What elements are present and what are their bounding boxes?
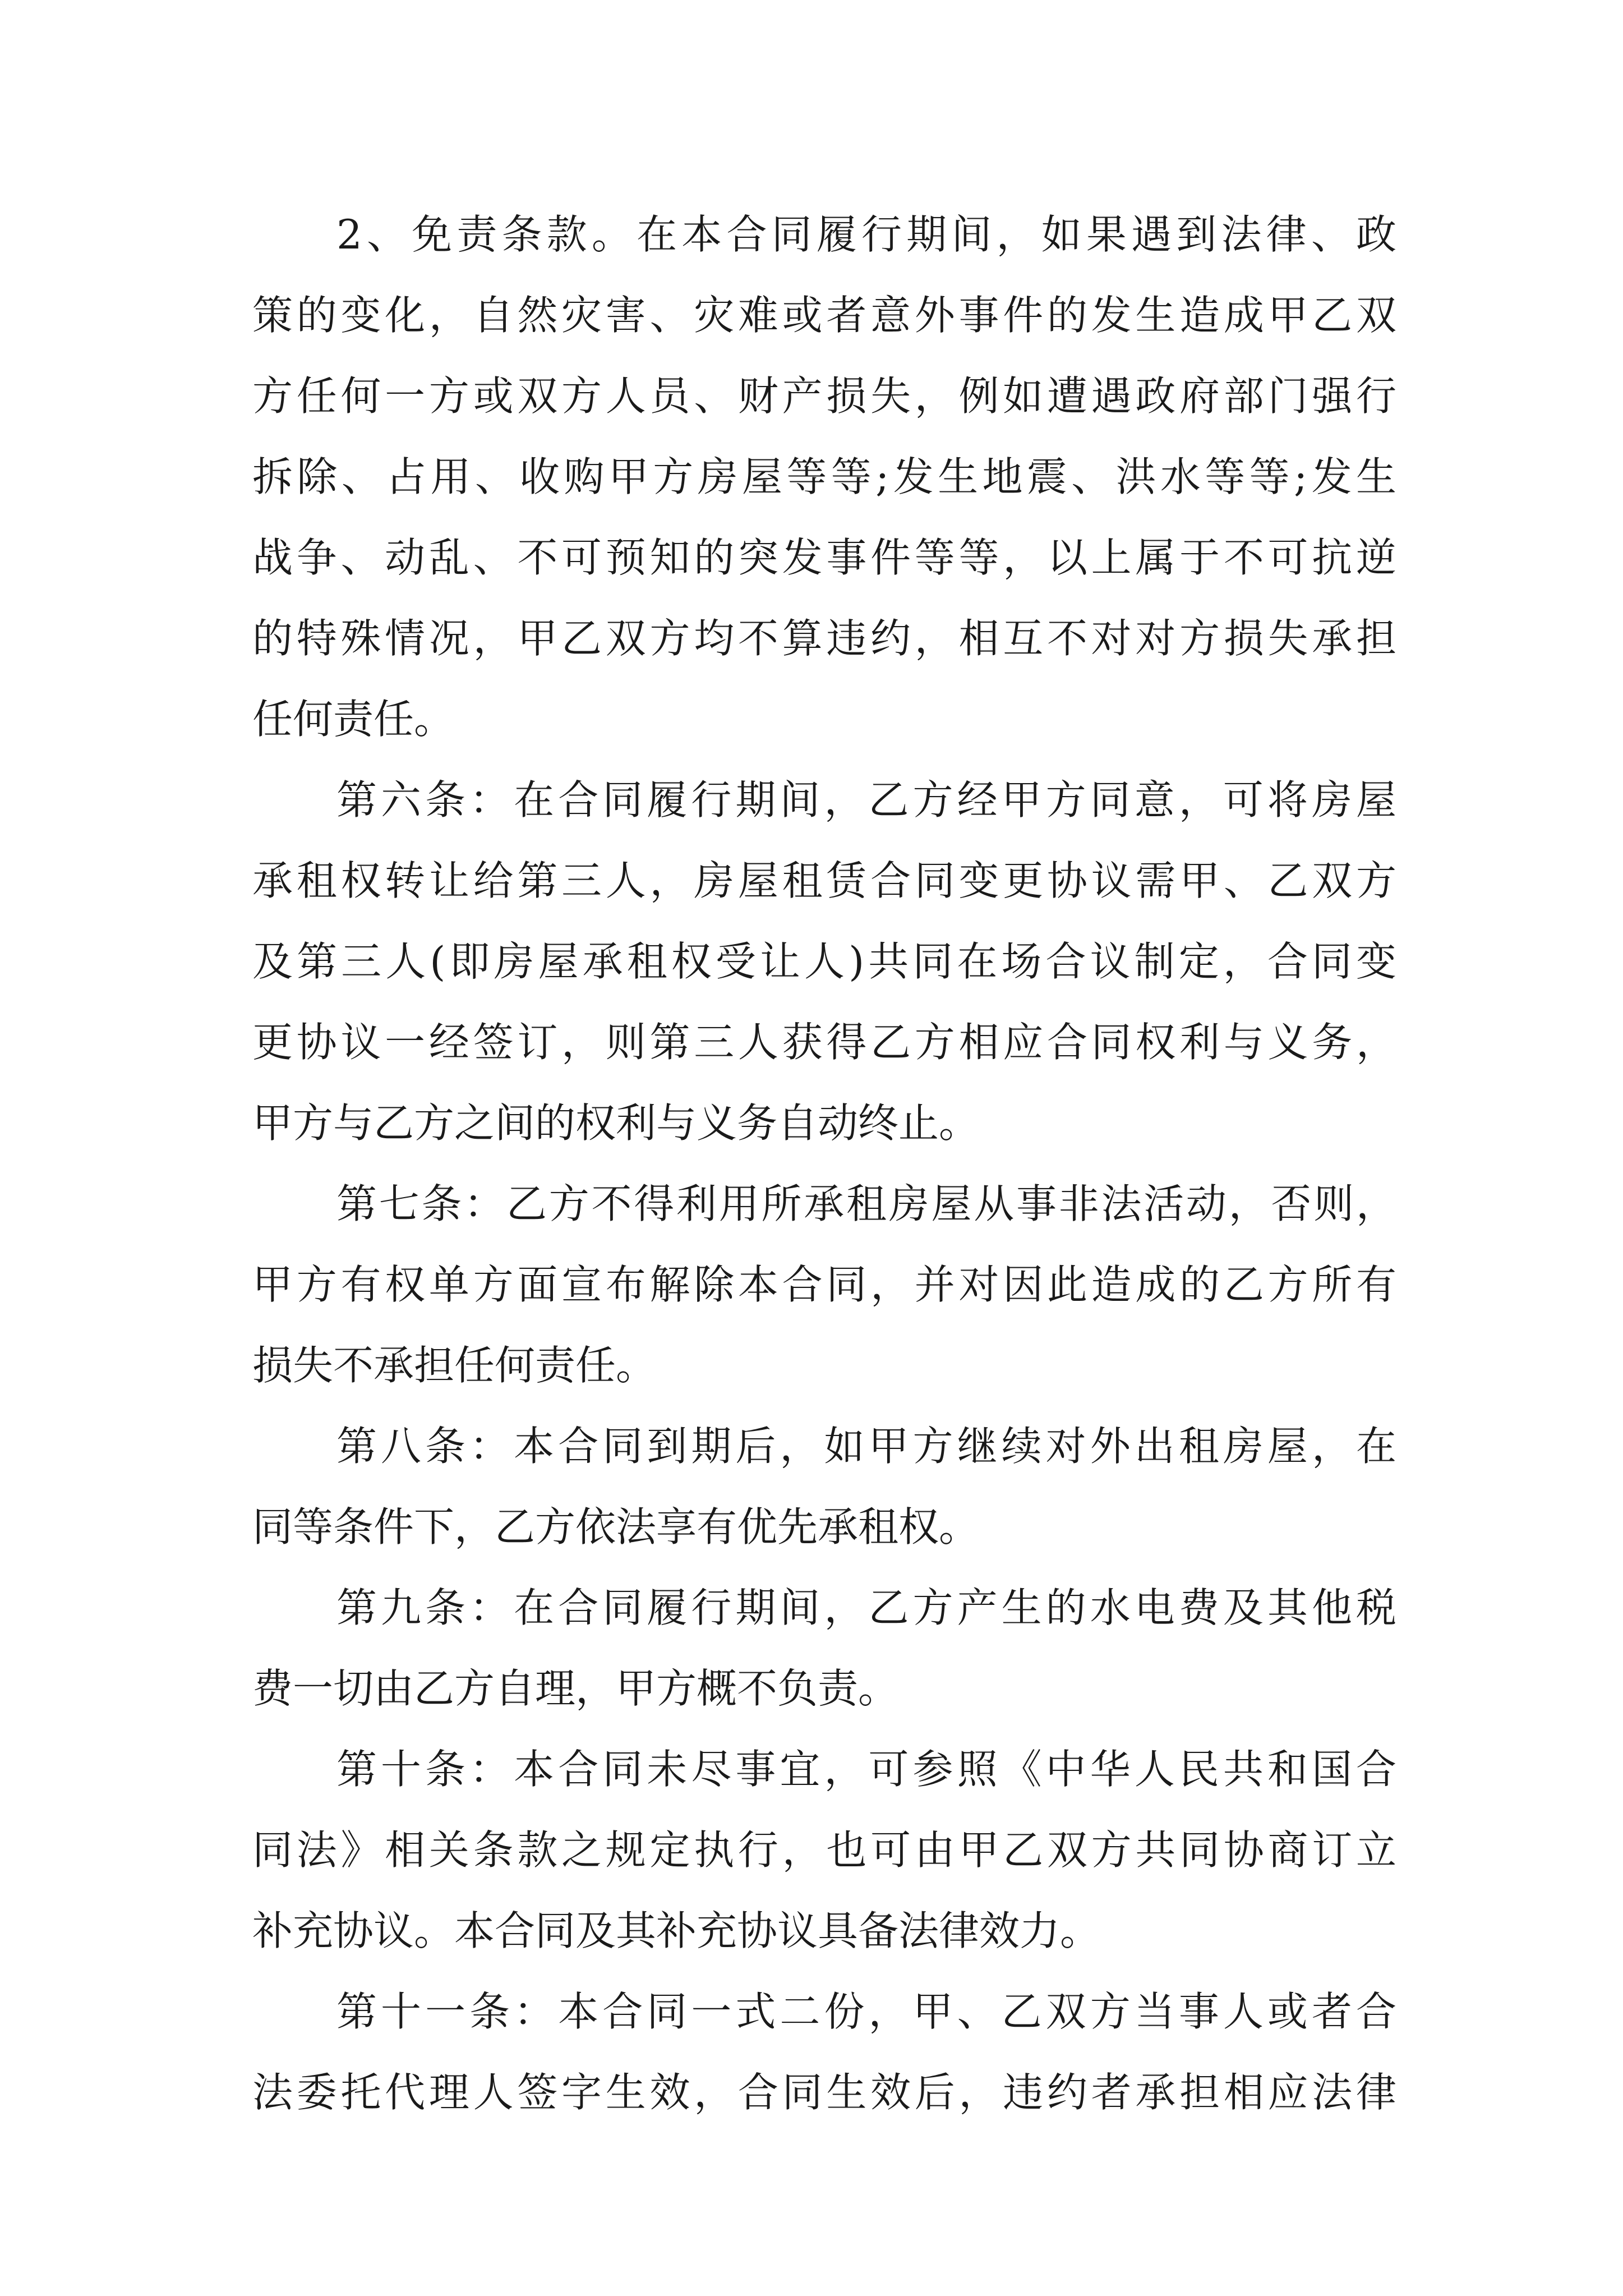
paragraph-line: 战争、动乱、不可预知的突发事件等等，以上属于不可抗逆 (252, 534, 1396, 581)
article-6-line: 承租权转让给第三人，房屋租赁合同变更协议需甲、乙双方 (252, 857, 1396, 904)
article-7-line: 损失不承担任何责任。 (252, 1342, 657, 1389)
article-7-line: 甲方有权单方面宣布解除本合同，并对因此造成的乙方所有 (252, 1261, 1396, 1308)
article-7-line: 第七条：乙方不得利用所承租房屋从事非法活动，否则， (336, 1180, 1396, 1227)
paragraph-line: 拆除、占用、收购甲方房屋等等;发生地震、洪水等等;发生 (252, 453, 1396, 500)
article-6-line: 第六条：在合同履行期间，乙方经甲方同意，可将房屋 (336, 776, 1396, 823)
article-8-line: 同等条件下，乙方依法享有优先承租权。 (252, 1503, 980, 1550)
article-11-line: 第十一条：本合同一式二份，甲、乙双方当事人或者合 (336, 1988, 1396, 2035)
article-6-line: 更协议一经签订，则第三人获得乙方相应合同权利与义务， (252, 1019, 1396, 1066)
article-8-line: 第八条：本合同到期后，如甲方继续对外出租房屋，在 (336, 1423, 1396, 1470)
paragraph-line: 方任何一方或双方人员、财产损失，例如遭遇政府部门强行 (252, 372, 1396, 420)
article-9-line: 费一切由乙方自理，甲方概不负责。 (252, 1665, 899, 1712)
article-9-line: 第九条：在合同履行期间，乙方产生的水电费及其他税 (336, 1584, 1396, 1631)
article-10-line: 同法》相关条款之规定执行，也可由甲乙双方共同协商订立 (252, 1826, 1396, 1874)
paragraph-line: 策的变化，自然灾害、灾难或者意外事件的发生造成甲乙双 (252, 292, 1396, 339)
paragraph-line: 2、免责条款。在本合同履行期间，如果遇到法律、政 (336, 211, 1396, 258)
article-10-line: 第十条：本合同未尽事宜，可参照《中华人民共和国合 (336, 1746, 1396, 1793)
paragraph-line: 任何责任。 (252, 696, 455, 743)
article-10-line: 补充协议。本合同及其补充协议具备法律效力。 (252, 1907, 1101, 1954)
paragraph-line: 的特殊情况，甲乙双方均不算违约，相互不对对方损失承担 (252, 615, 1396, 662)
article-6-line: 甲方与乙方之间的权利与义务自动终止。 (252, 1099, 980, 1147)
article-11-line: 法委托代理人签字生效，合同生效后，违约者承担相应法律 (252, 2069, 1396, 2116)
article-6-line: 及第三人(即房屋承租权受让人)共同在场合议制定，合同变 (252, 938, 1396, 985)
